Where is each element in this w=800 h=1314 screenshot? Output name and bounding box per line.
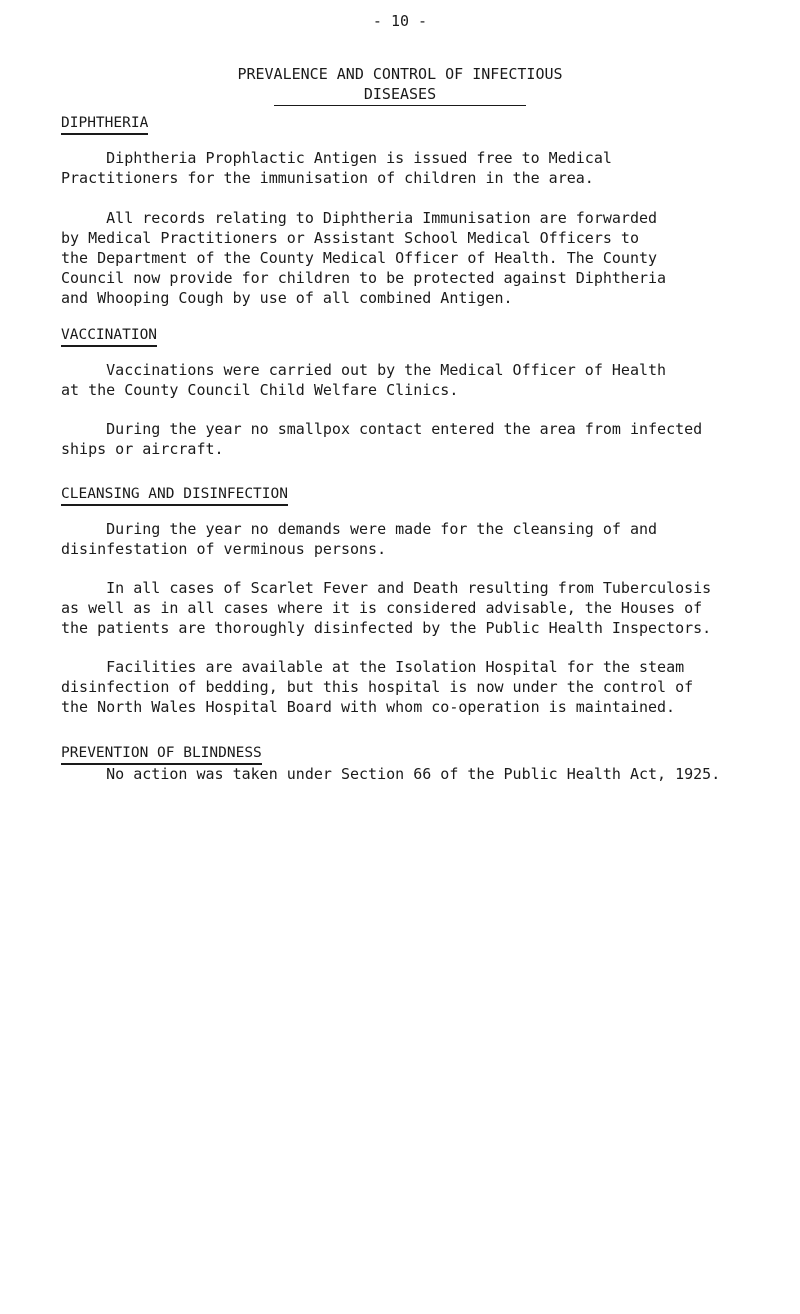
diphtheria-paragraph-2: All records relating to Diphtheria Immunisation are forwarded by Medical Practitioners or Assistant School Medical Officers to the Department of the County Medical Officer of Health. The County Council now provide for children to be protected against Diphtheria and Whooping Cough by use of all combined Antigen. xyxy=(61,209,667,307)
cleansing-paragraph-3: Facilities are available at the Isolation Hospital for the steam disinfection of bedding, but this hospital is now under the control of the North Wales Hospital Board with whom co-operation is maintained. xyxy=(61,658,694,716)
page-title xyxy=(0,64,800,106)
title-line-2: DISEASES xyxy=(274,84,526,106)
heading-cleansing-and-disinfection: CLEANSING AND DISINFECTION xyxy=(61,486,288,506)
title-line-1: PREVALENCE AND CONTROL OF INFECTIOUS xyxy=(237,65,563,83)
page-number: - 10 - xyxy=(372,12,428,30)
diphtheria-paragraph-1: Diphtheria Prophlactic Antigen is issued free to Medical Practitioners for the immunisation of children in the area. xyxy=(61,149,612,187)
vaccination-paragraph-2: During the year no smallpox contact entered the area from infected ships or aircraft. xyxy=(61,420,703,458)
blindness-paragraph-1: No action was taken under Section 66 of the Public Health Act, 1925. xyxy=(61,765,721,783)
heading-diphtheria: DIPHTHERIA xyxy=(61,115,148,135)
vaccination-paragraph-1: Vaccinations were carried out by the Medical Officer of Health at the County Council Child Welfare Clinics. xyxy=(61,361,667,399)
heading-prevention-of-blindness: PREVENTION OF BLINDNESS xyxy=(61,745,262,765)
heading-vaccination: VACCINATION xyxy=(61,327,157,347)
cleansing-paragraph-2: In all cases of Scarlet Fever and Death resulting from Tuberculosis as well as in all cases where it is considered advisable, the Houses of the patients are thoroughly disinfected by the Public Health Inspectors. xyxy=(61,579,712,637)
cleansing-paragraph-1: During the year no demands were made for the cleansing of and disinfestation of verminous persons. xyxy=(61,520,658,558)
